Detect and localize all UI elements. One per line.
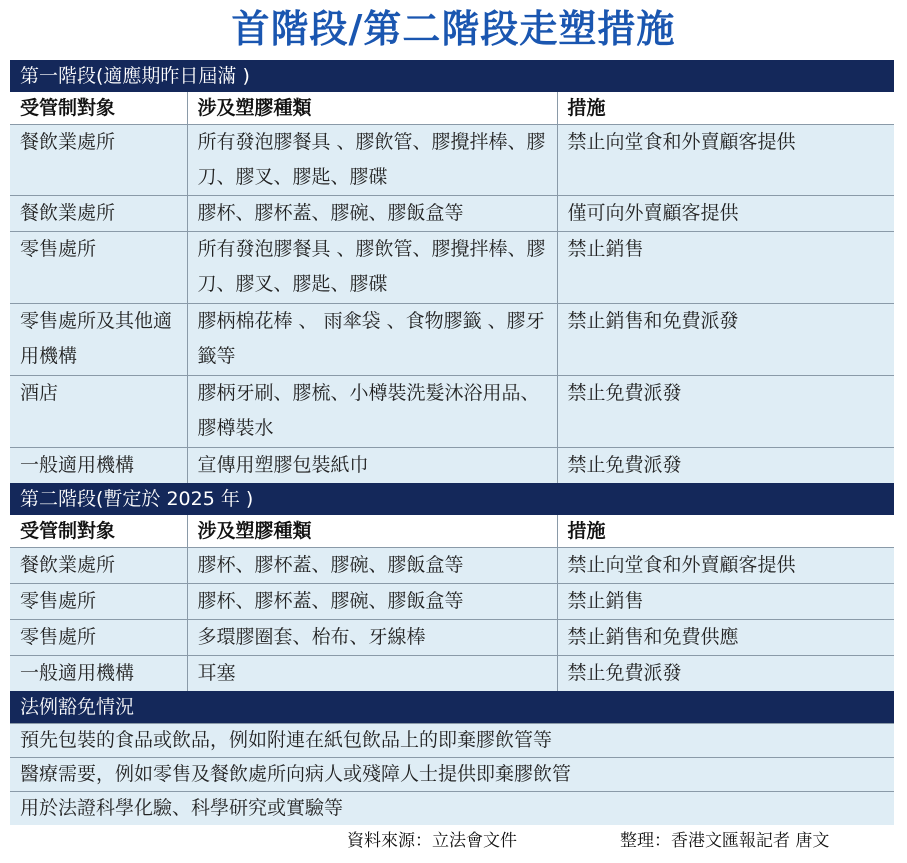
measure-cell: 禁止銷售 — [557, 584, 894, 620]
footer — [0, 826, 907, 856]
table-row — [10, 448, 894, 484]
table-row — [10, 548, 894, 584]
controlled-party-cell: 一般適用機構 — [10, 656, 187, 692]
plastic-type-cell: 所有發泡膠餐具 、膠飲管、膠攪拌棒、膠刀、膠叉、膠匙、膠碟 — [187, 232, 557, 304]
phase2-band — [10, 483, 894, 515]
table-row — [10, 304, 894, 376]
plastic-type-cell: 多環膠圈套、枱布、牙線棒 — [187, 620, 557, 656]
measure-cell: 禁止免費派發 — [557, 448, 894, 484]
plastic-type-cell: 膠杯、膠杯蓋、膠碗、膠飯盒等 — [187, 196, 557, 232]
controlled-party-cell: 餐飲業處所 — [10, 548, 187, 584]
table-row — [10, 232, 894, 304]
controlled-party-cell: 零售處所 — [10, 232, 187, 304]
header-plastic-type: 涉及塑膠種類 — [187, 92, 557, 125]
controlled-party-cell: 零售處所 — [10, 620, 187, 656]
plastic-type-cell: 膠杯、膠杯蓋、膠碗、膠飯盒等 — [187, 584, 557, 620]
controlled-party-cell: 酒店 — [10, 376, 187, 448]
exemption-row — [10, 792, 894, 826]
exemption-item: 用於法證科學化驗、科學研究或實驗等 — [10, 792, 894, 826]
plastic-type-cell: 膠柄棉花棒 、 雨傘袋 、食物膠籤 、膠牙籤等 — [187, 304, 557, 376]
measure-cell: 僅可向外賣顧客提供 — [557, 196, 894, 232]
plastic-type-cell: 所有發泡膠餐具 、膠飲管、膠攪拌棒、膠刀、膠叉、膠匙、膠碟 — [187, 125, 557, 196]
source-note: 資料來源：立法會文件 — [347, 831, 517, 851]
exemption-row — [10, 758, 894, 792]
header-measure: 措施 — [557, 92, 894, 125]
phase2-title: 第二階段(暫定於 2025 年 ) — [10, 483, 894, 515]
table-row — [10, 376, 894, 448]
exemption-row — [10, 724, 894, 758]
measure-cell: 禁止銷售和免費派發 — [557, 304, 894, 376]
table-row — [10, 620, 894, 656]
measure-cell: 禁止銷售 — [557, 232, 894, 304]
controlled-party-cell: 餐飲業處所 — [10, 196, 187, 232]
measure-cell: 禁止銷售和免費供應 — [557, 620, 894, 656]
phase1-title: 第一階段(適應期昨日屆滿 ) — [10, 60, 894, 92]
plastic-type-cell: 耳塞 — [187, 656, 557, 692]
phase2-header-row — [10, 515, 894, 548]
phase1-band — [10, 60, 894, 92]
header-controlled-party: 受管制對象 — [10, 92, 187, 125]
controlled-party-cell: 一般適用機構 — [10, 448, 187, 484]
header-controlled-party: 受管制對象 — [10, 515, 187, 548]
exemptions-band — [10, 691, 894, 724]
plastic-type-cell: 膠杯、膠杯蓋、膠碗、膠飯盒等 — [187, 548, 557, 584]
header-plastic-type: 涉及塑膠種類 — [187, 515, 557, 548]
exemption-item: 醫療需要，例如零售及餐飲處所向病人或殘障人士提供即棄膠飲管 — [10, 758, 894, 792]
measures-table — [10, 60, 894, 825]
measure-cell: 禁止向堂食和外賣顧客提供 — [557, 125, 894, 196]
exemptions-title: 法例豁免情況 — [10, 691, 894, 724]
controlled-party-cell: 零售處所及其他適用機構 — [10, 304, 187, 376]
measure-cell: 禁止向堂食和外賣顧客提供 — [557, 548, 894, 584]
exemption-item: 預先包裝的食品或飲品，例如附連在紙包飲品上的即棄膠飲管等 — [10, 724, 894, 758]
controlled-party-cell: 零售處所 — [10, 584, 187, 620]
header-measure: 措施 — [557, 515, 894, 548]
table-row — [10, 656, 894, 692]
credit-note: 整理：香港文匯報記者 唐文 — [620, 831, 830, 851]
plastic-type-cell: 膠柄牙刷、膠梳、小樽裝洗髮沐浴用品、膠樽裝水 — [187, 376, 557, 448]
measure-cell: 禁止免費派發 — [557, 376, 894, 448]
table-row — [10, 125, 894, 196]
plastic-type-cell: 宣傳用塑膠包裝紙巾 — [187, 448, 557, 484]
page-title: 首階段/第二階段走塑措施 — [231, 7, 676, 51]
controlled-party-cell: 餐飲業處所 — [10, 125, 187, 196]
phase1-header-row — [10, 92, 894, 125]
measure-cell: 禁止免費派發 — [557, 656, 894, 692]
table-row — [10, 196, 894, 232]
table-row — [10, 584, 894, 620]
